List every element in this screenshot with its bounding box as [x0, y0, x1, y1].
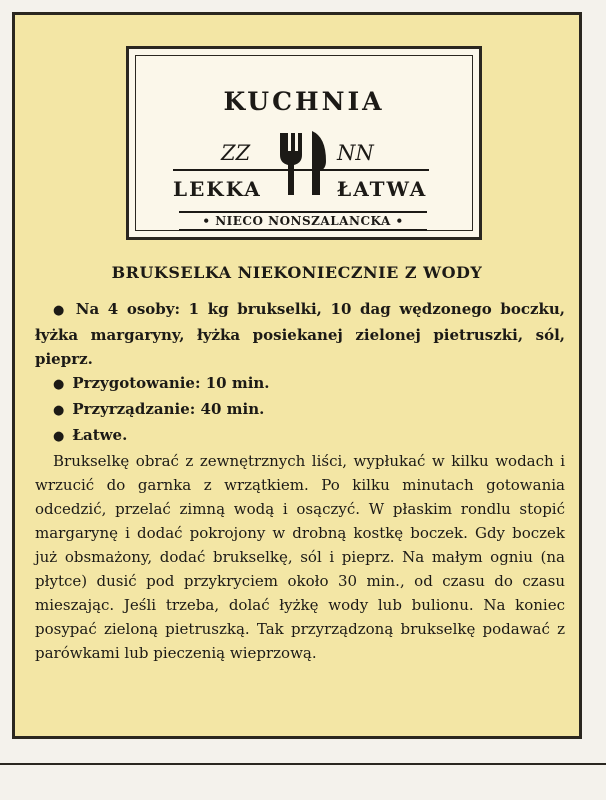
logo-initials-left: ZZ — [221, 141, 251, 165]
recipe-text — [35, 297, 565, 665]
recipe-instructions: Brukselkę obrać z zewnętrznych liści, wypłukać w kilku wodach i wrzucić do garnka z wrzątkiem. Po kilku minutach gotowania odcedzić, przelać zimną wodą i osączyć. W płaskim rondlu stopić margarynę i dodać pokrojony w drobną kostkę boczek. Gdy boczek już obsmażony, dodać brukselkę, sól i pieprz. Na małym ogniu (na płytce) dusić pod przykryciem około 30 min., od czasu do czasu mieszając. Jeśli trzeba, dolać łyżkę wody lub bulionu. Na koniec posypać zieloną pietruszką. Tak przyrządzoną brukselkę podawać z parówkami lub pieczenią wieprzową. — [35, 452, 565, 662]
logo-tagline: • NIECO NONSZALANCKA • — [179, 211, 427, 231]
logo-word-lekka: LEKKA — [173, 177, 262, 201]
fork-knife-icon — [272, 127, 332, 199]
prep-time-bullet: ● Przygotowanie: 10 min. — [35, 371, 565, 397]
kuchnia-logo — [126, 46, 482, 240]
logo-word-latwa: ŁATWA — [337, 177, 428, 201]
recipe-title: BRUKSELKA NIEKONIECZNIE Z WODY — [111, 263, 483, 282]
logo-rule — [173, 169, 429, 171]
logo-initials-right: NN — [337, 141, 374, 165]
page-divider — [0, 763, 606, 765]
difficulty-bullet: ● Łatwe. — [35, 423, 565, 449]
ingredients-bullet: ● Na 4 osoby: 1 kg brukselki, 10 dag wędzonego boczku, łyżka margaryny, łyżka posiekanej zielonej pietruszki, sól, pieprz. — [35, 297, 565, 371]
cook-time-bullet: ● Przyrządzanie: 40 min. — [35, 397, 565, 423]
recipe-clipping — [12, 12, 582, 739]
logo-title: KUCHNIA — [223, 87, 385, 116]
